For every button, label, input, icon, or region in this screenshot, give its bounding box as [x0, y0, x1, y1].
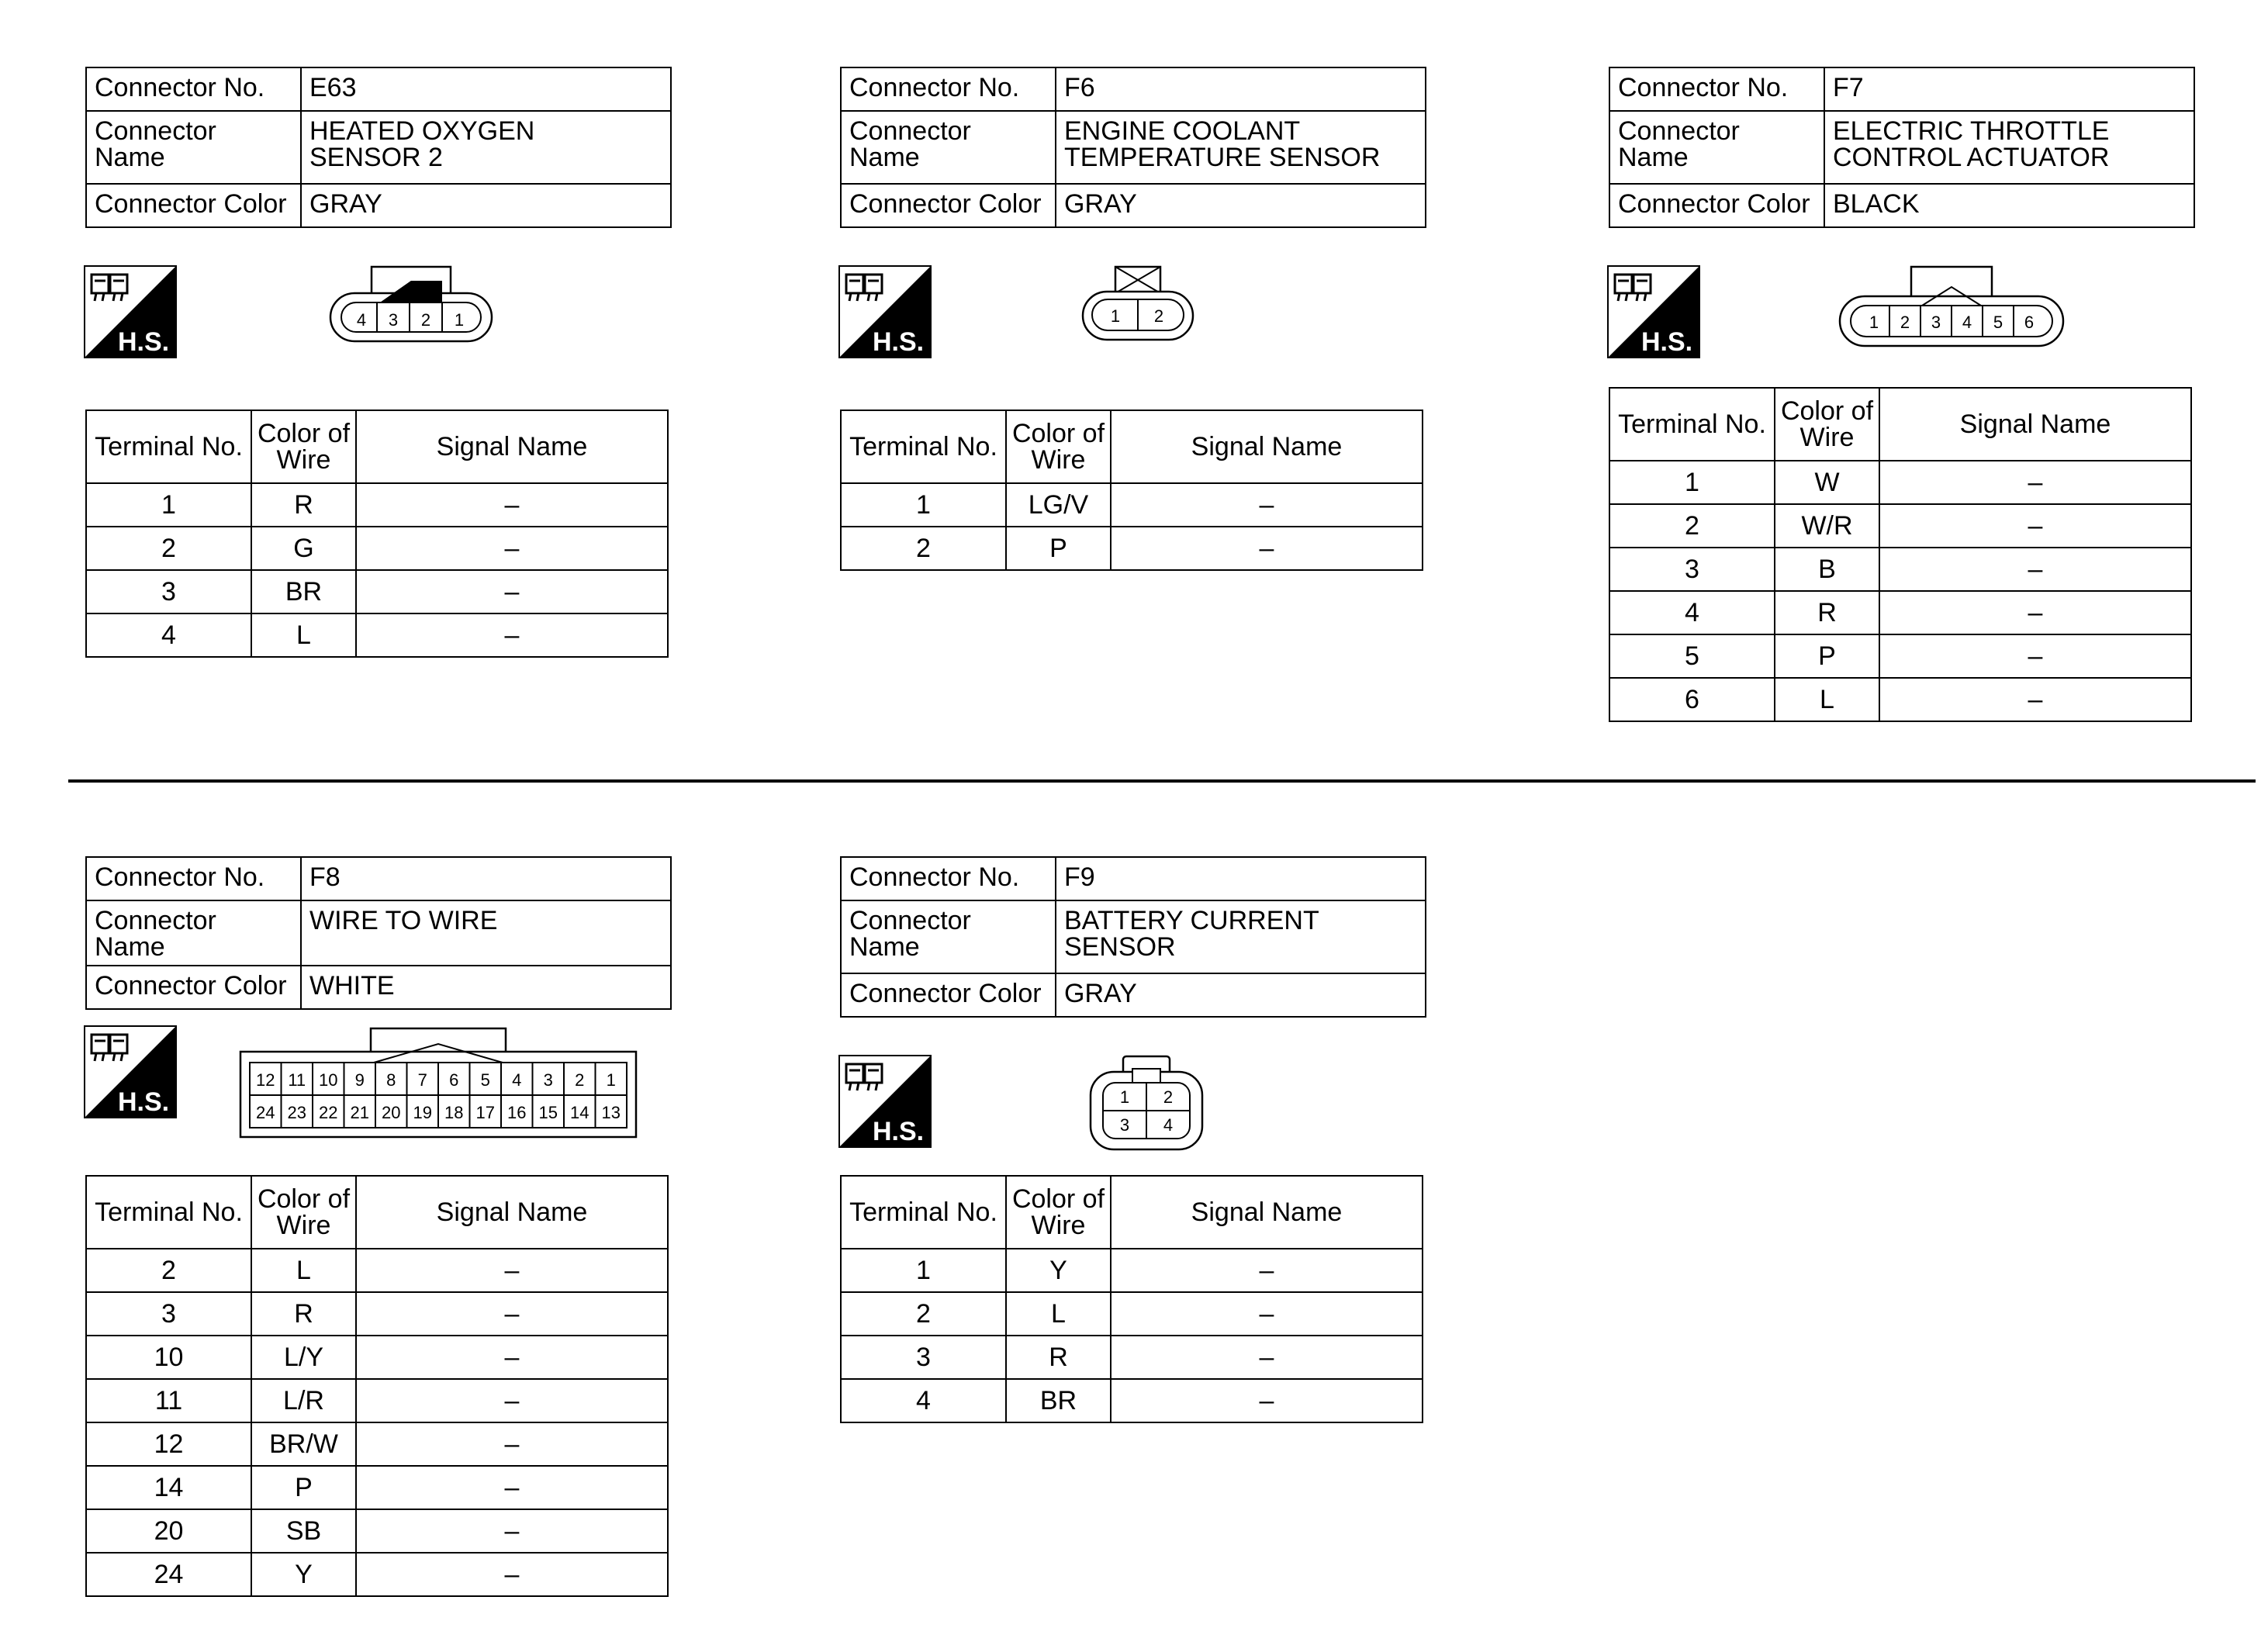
pin-label: 4: [512, 1070, 522, 1090]
pin-label: 12: [256, 1070, 275, 1090]
label-connector-name: Connector Name: [86, 111, 301, 184]
table-row: 3 R –: [841, 1336, 1423, 1379]
pin-label: 2: [575, 1070, 585, 1090]
connector-f6-info: [840, 67, 1426, 228]
header-terminal-no: Terminal No.: [841, 410, 1006, 483]
pin-label: 21: [350, 1103, 369, 1122]
hs-connector-icon: [838, 265, 932, 358]
terminal-table-f6: [840, 410, 1423, 571]
label-connector-no: Connector No.: [86, 857, 301, 900]
header-signal-name: Signal Name: [356, 410, 668, 483]
pin-label: 11: [288, 1070, 306, 1090]
pin-label: 6: [449, 1070, 459, 1090]
label-connector-name: Connector Name: [1609, 111, 1824, 184]
connector-no-value: F6: [1056, 67, 1426, 111]
pin-label: 5: [1993, 313, 2003, 332]
table-row: 1 Y –: [841, 1249, 1423, 1292]
pin-label: 5: [480, 1070, 490, 1090]
pin-label: 18: [444, 1103, 464, 1122]
hs-connector-icon: [84, 1025, 177, 1118]
table-row: 4 BR –: [841, 1379, 1423, 1422]
header-terminal-no: Terminal No.: [86, 1176, 251, 1249]
hs-label: H.S.: [873, 1117, 925, 1146]
label-connector-color: Connector Color: [86, 966, 301, 1009]
pin-label: 14: [570, 1103, 589, 1122]
connector-no-value: E63: [301, 67, 671, 111]
table-row: 2 W/R –: [1609, 504, 2191, 548]
pin-label: 4: [1163, 1115, 1174, 1135]
table-row: 2 L –: [86, 1249, 668, 1292]
pin-label: 4: [1962, 313, 1972, 332]
header-terminal-no: Terminal No.: [86, 410, 251, 483]
table-row: 1 W –: [1609, 461, 2191, 504]
connector-diagram-f9: [1089, 1053, 1204, 1153]
pin-label: 2: [1900, 313, 1910, 332]
pin-label: 3: [388, 310, 399, 330]
connector-color-value: GRAY: [1056, 973, 1426, 1017]
connector-diagram-f7: [1838, 264, 2065, 351]
connector-f7-info: [1609, 67, 2195, 228]
pin-label: 1: [454, 310, 465, 330]
pin-label: 16: [507, 1103, 527, 1122]
table-row: 2 P –: [841, 527, 1423, 570]
table-row: 12 BR/W –: [86, 1422, 668, 1466]
table-row: 3 R –: [86, 1292, 668, 1336]
header-terminal-no: Terminal No.: [1609, 388, 1775, 461]
pin-label: 1: [606, 1070, 616, 1090]
pin-label: 9: [354, 1070, 365, 1090]
table-row: 4 L –: [86, 613, 668, 657]
table-row: 14 P –: [86, 1466, 668, 1509]
hs-label: H.S.: [873, 327, 925, 357]
connector-diagram-f8: [239, 1025, 638, 1140]
connector-e63-info: [85, 67, 672, 228]
table-row: 3 BR –: [86, 570, 668, 613]
table-row: 1 R –: [86, 483, 668, 527]
label-connector-name: Connector Name: [86, 900, 301, 966]
pin-label: 1: [1119, 1087, 1130, 1107]
terminal-table-e63: [85, 410, 669, 658]
label-connector-no: Connector No.: [841, 67, 1056, 111]
pin-label: 23: [287, 1103, 306, 1122]
pin-label: 4: [356, 310, 367, 330]
hs-connector-icon: [1607, 265, 1700, 358]
header-color-of-wire: Color of Wire: [1006, 410, 1111, 483]
label-connector-name: Connector Name: [841, 111, 1056, 184]
connector-color-value: GRAY: [1056, 184, 1426, 227]
pin-label: 13: [601, 1103, 621, 1122]
connector-diagram-e63: [329, 264, 493, 346]
connector-name-value: WIRE TO WIRE: [301, 900, 671, 966]
pin-label: 20: [382, 1103, 401, 1122]
pin-label: 17: [475, 1103, 495, 1122]
hs-label: H.S.: [1641, 327, 1693, 357]
connector-diagram-f6: [1081, 264, 1194, 343]
connector-name-value: ENGINE COOLANT TEMPERATURE SENSOR: [1056, 111, 1426, 184]
table-row: 24 Y –: [86, 1553, 668, 1596]
connector-color-value: BLACK: [1824, 184, 2194, 227]
pin-label: 2: [1153, 306, 1164, 326]
label-connector-color: Connector Color: [86, 184, 301, 227]
label-connector-color: Connector Color: [841, 973, 1056, 1017]
table-row: 10 L/Y –: [86, 1336, 668, 1379]
label-connector-no: Connector No.: [841, 857, 1056, 900]
connector-color-value: WHITE: [301, 966, 671, 1009]
pin-label: 3: [1119, 1115, 1130, 1135]
table-row: 6 L –: [1609, 678, 2191, 721]
header-signal-name: Signal Name: [1111, 410, 1423, 483]
pin-label: 1: [1110, 306, 1121, 326]
header-color-of-wire: Color of Wire: [251, 1176, 356, 1249]
terminal-table-f7: [1609, 387, 2192, 722]
pin-label: 8: [386, 1070, 396, 1090]
pin-label: 6: [2024, 313, 2035, 332]
connector-no-value: F7: [1824, 67, 2194, 111]
table-row: 4 R –: [1609, 591, 2191, 634]
pin-label: 10: [319, 1070, 338, 1090]
label-connector-no: Connector No.: [86, 67, 301, 111]
pin-label: 7: [417, 1070, 427, 1090]
hs-label: H.S.: [118, 327, 170, 357]
hs-connector-icon: [84, 265, 177, 358]
label-connector-no: Connector No.: [1609, 67, 1824, 111]
table-row: 2 G –: [86, 527, 668, 570]
pin-label: 2: [420, 310, 431, 330]
pin-label: 22: [319, 1103, 338, 1122]
pin-label: 2: [1163, 1087, 1174, 1107]
header-signal-name: Signal Name: [1111, 1176, 1423, 1249]
pin-label: 24: [256, 1103, 275, 1122]
table-row: 2 L –: [841, 1292, 1423, 1336]
hs-label: H.S.: [118, 1087, 170, 1117]
pin-label: 3: [543, 1070, 553, 1090]
header-color-of-wire: Color of Wire: [1006, 1176, 1111, 1249]
table-row: 11 L/R –: [86, 1379, 668, 1422]
pin-label: 19: [413, 1103, 432, 1122]
connector-f9-info: [840, 856, 1426, 1018]
label-connector-color: Connector Color: [1609, 184, 1824, 227]
section-divider: [68, 779, 2256, 783]
header-terminal-no: Terminal No.: [841, 1176, 1006, 1249]
table-row: 1 LG/V –: [841, 483, 1423, 527]
table-row: 3 B –: [1609, 548, 2191, 591]
header-signal-name: Signal Name: [1879, 388, 2191, 461]
header-color-of-wire: Color of Wire: [251, 410, 356, 483]
connector-name-value: HEATED OXYGEN SENSOR 2: [301, 111, 671, 184]
connector-name-value: ELECTRIC THROTTLE CONTROL ACTUATOR: [1824, 111, 2194, 184]
pin-label: 1: [1869, 313, 1879, 332]
pin-label: 3: [1931, 313, 1941, 332]
table-row: 5 P –: [1609, 634, 2191, 678]
label-connector-color: Connector Color: [841, 184, 1056, 227]
hs-connector-icon: [838, 1055, 932, 1148]
connector-no-value: F8: [301, 857, 671, 900]
terminal-table-f9: [840, 1175, 1423, 1423]
header-color-of-wire: Color of Wire: [1775, 388, 1879, 461]
connector-color-value: GRAY: [301, 184, 671, 227]
terminal-table-f8: [85, 1175, 669, 1597]
connector-name-value: BATTERY CURRENT SENSOR: [1056, 900, 1426, 973]
table-row: 20 SB –: [86, 1509, 668, 1553]
header-signal-name: Signal Name: [356, 1176, 668, 1249]
label-connector-name: Connector Name: [841, 900, 1056, 973]
connector-f8-info: [85, 856, 672, 1010]
pin-label: 15: [538, 1103, 558, 1122]
connector-no-value: F9: [1056, 857, 1426, 900]
